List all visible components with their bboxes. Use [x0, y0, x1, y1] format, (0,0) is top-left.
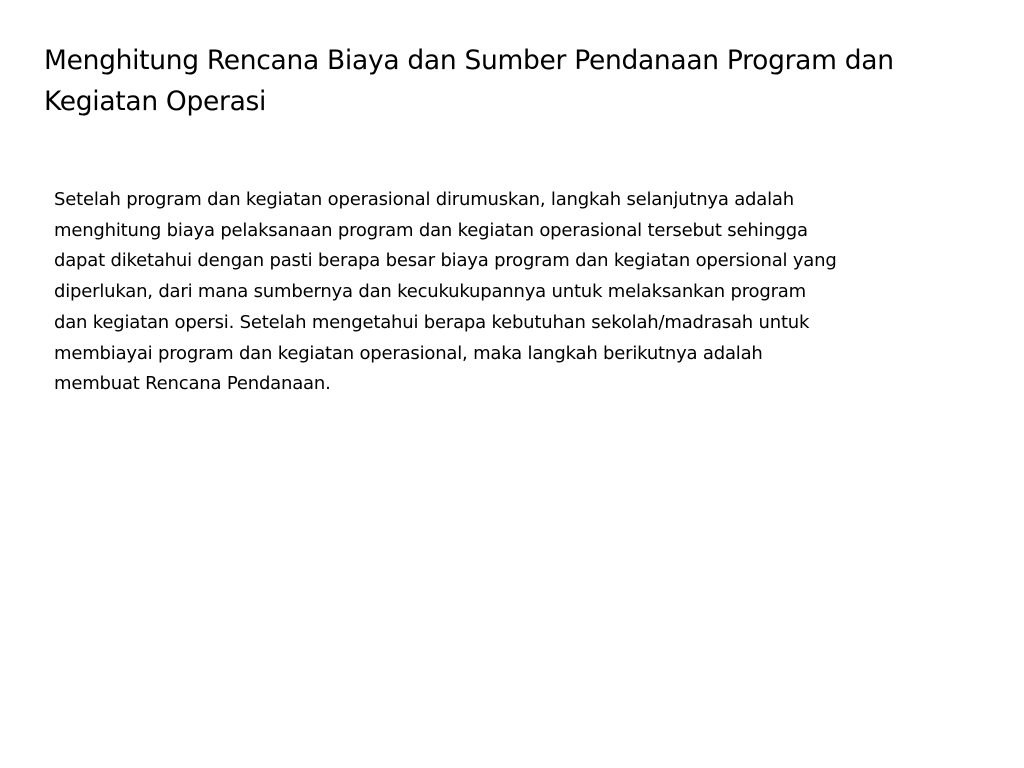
slide-body-text — [54, 185, 984, 400]
body-line: dapat diketahui dengan pasti berapa besar biaya program dan kegiatan opersional yang — [54, 250, 837, 272]
body-line: dan kegiatan opersi. Setelah mengetahui berapa kebutuhan sekolah/madrasah untuk — [54, 311, 810, 333]
title-line: Menghitung Rencana Biaya dan Sumber Pendanaan Program dan — [44, 45, 894, 76]
body-line: membuat Rencana Pendanaan. — [54, 373, 331, 395]
body-line: membiayai program dan kegiatan operasional, maka langkah berikutnya adalah — [54, 342, 763, 364]
body-line: menghitung biaya pelaksanaan program dan kegiatan operasional tersebut sehingga — [54, 219, 808, 241]
title-line: Kegiatan Operasi — [44, 86, 267, 117]
body-line: Setelah program dan kegiatan operasional dirumuskan, langkah selanjutnya adalah — [54, 189, 794, 210]
slide-title — [44, 40, 974, 122]
body-line: diperlukan, dari mana sumbernya dan kecukukupannya untuk melaksankan program — [54, 281, 806, 303]
